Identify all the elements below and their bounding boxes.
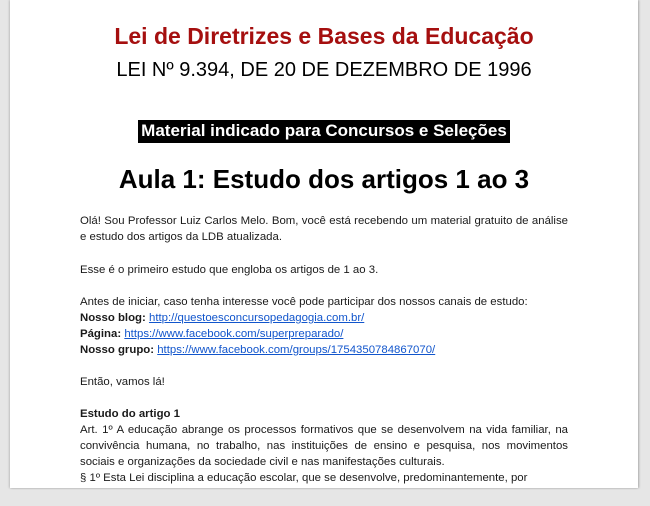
article-section xyxy=(80,406,568,486)
material-banner: Material indicado para Concursos e Seleções xyxy=(138,120,510,143)
intro-section xyxy=(80,213,568,245)
document-title: Lei de Diretrizes e Bases da Educação xyxy=(114,23,534,49)
page-label: Página: xyxy=(80,328,122,340)
closing-section xyxy=(80,374,568,390)
page-line xyxy=(80,326,568,342)
scope-section xyxy=(80,262,568,278)
law-subtitle: LEI Nº 9.394, DE 20 DE DEZEMBRO DE 1996 xyxy=(116,59,532,81)
group-label: Nosso grupo: xyxy=(80,344,155,356)
article-heading: Estudo do artigo 1 xyxy=(80,408,180,420)
scope-paragraph: Esse é o primeiro estudo que engloba os artigos de 1 ao 3. xyxy=(80,264,379,276)
closing-paragraph: Então, vamos lá! xyxy=(80,376,165,388)
facebook-group-link[interactable]: https://www.facebook.com/groups/1754350784867070/ xyxy=(157,344,436,356)
banner-container xyxy=(10,120,638,143)
document-page xyxy=(10,0,638,488)
blog-line xyxy=(80,310,568,326)
article-1-paragraph-1: § 1º Esta Lei disciplina a educação escolar, que se desenvolve, predominantemente, por xyxy=(80,472,528,484)
channels-paragraph: Antes de iniciar, caso tenha interesse você pode participar dos nossos canais de estudo: xyxy=(80,296,528,308)
article-1-text: Art. 1º A educação abrange os processos formativos que se desenvolvem na vida familiar, na convivência humana, no trabalho, nas instituições de ensino e pesquisa, nos movimentos sociais e organizações da sociedade civil e nas manifestações culturais. xyxy=(80,424,568,468)
lesson-title: Aula 1: Estudo dos artigos 1 ao 3 xyxy=(118,164,530,194)
blog-label: Nosso blog: xyxy=(80,312,146,324)
channels-section xyxy=(80,294,568,358)
group-line xyxy=(80,342,568,358)
facebook-page-link[interactable]: https://www.facebook.com/superpreparado/ xyxy=(124,328,344,340)
blog-link[interactable]: http://questoesconcursopedagogia.com.br/ xyxy=(148,312,365,324)
intro-paragraph: Olá! Sou Professor Luiz Carlos Melo. Bom, você está recebendo um material gratuito de análise e estudo dos artigos da LDB atualizada. xyxy=(80,215,568,243)
viewer-scroll-edge xyxy=(642,0,650,506)
